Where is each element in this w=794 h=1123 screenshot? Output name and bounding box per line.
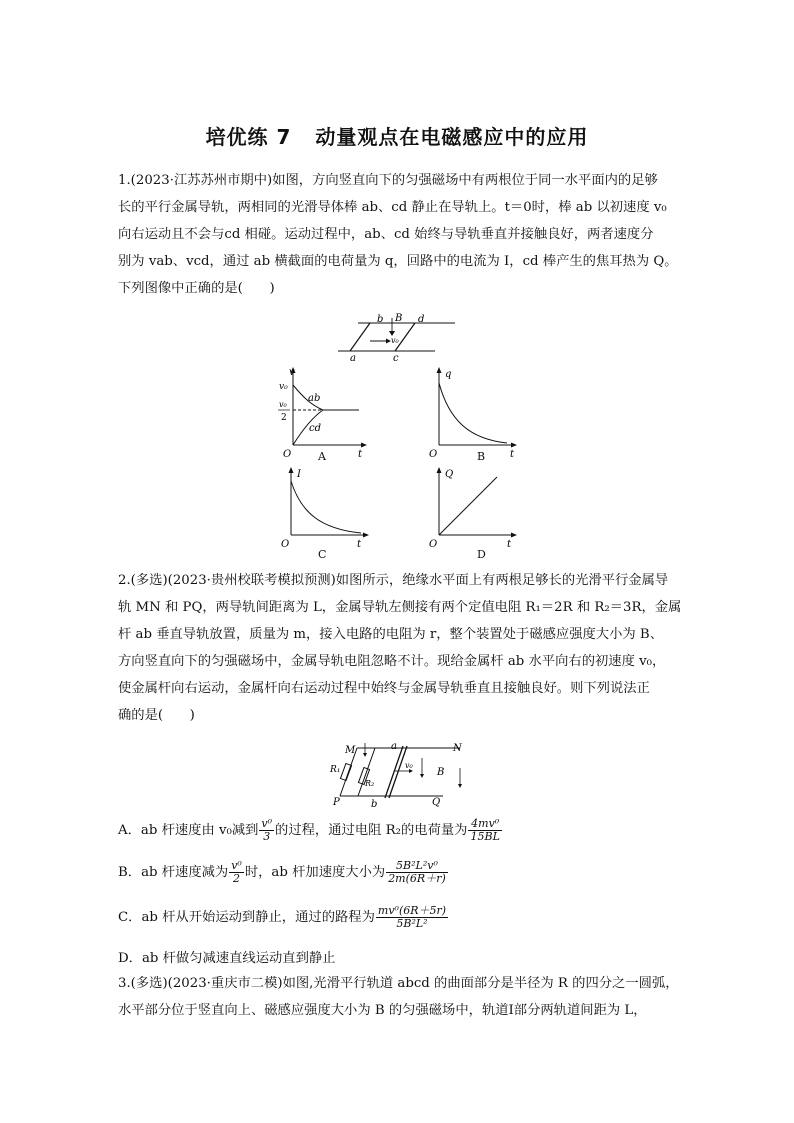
question-2 bbox=[118, 567, 682, 729]
graph-a-cd: cd bbox=[309, 423, 322, 434]
graph-a-ab: ab bbox=[308, 393, 321, 404]
q1-label-d: d bbox=[418, 314, 425, 325]
q1-label-a: a bbox=[350, 353, 356, 363]
question-1 bbox=[118, 167, 678, 302]
graph-c bbox=[277, 465, 377, 553]
q2-option-b-mid: 时，ab 杆加速度大小为 bbox=[244, 865, 386, 880]
graph-d-ylabel: Q bbox=[445, 469, 454, 480]
title-main: 动量观点在电磁感应中的应用 bbox=[315, 125, 589, 149]
q2-circuit-figure bbox=[325, 738, 475, 810]
graph-c-caption: C bbox=[318, 548, 327, 561]
q2-option-a-frac1-den: 3 bbox=[263, 830, 271, 843]
graph-a-half-den: 2 bbox=[281, 413, 287, 423]
q2-option-a bbox=[118, 818, 503, 843]
q2-line-5: 使金属杆向右运动，金属杆向右运动过程中始终与金属导轨垂直且接触良好。则下列说法正 bbox=[118, 681, 650, 696]
q2-line-2: 轨 MN 和 PQ，两导轨间距离为 L，金属导轨左侧接有两个定值电阻 R₁＝2R 和 R₂＝3R，金属 bbox=[118, 600, 682, 615]
q2-option-b-frac1 bbox=[229, 860, 244, 885]
graph-a-half-num: v₀ bbox=[279, 400, 287, 409]
q1-label-b: b bbox=[377, 314, 384, 325]
q2-option-a-frac1-num: v⁰ bbox=[261, 817, 273, 830]
graph-b-caption: B bbox=[477, 450, 486, 463]
graph-d bbox=[425, 465, 525, 553]
q2-label-B: B bbox=[437, 767, 445, 778]
q1-rail-figure bbox=[330, 308, 465, 363]
graph-d-xlabel: t bbox=[507, 539, 512, 550]
graph-b-ylabel: q bbox=[445, 369, 452, 380]
q3-line-2: 水平部分位于竖直向上、磁感应强度大小为 B 的匀强磁场中，轨道Ⅰ部分两轨道间距为 L， bbox=[118, 1003, 647, 1018]
q2-label-N: N bbox=[453, 743, 462, 754]
graph-c-xlabel: t bbox=[357, 539, 362, 550]
graph-a-caption: A bbox=[318, 450, 326, 463]
q1-line-5: 下列图像中正确的是( ) bbox=[118, 281, 275, 296]
q3-line-1: 3.(多选)(2023·重庆市二模)如图,光滑平行轨道 abcd 的曲面部分是半径为 R 的四分之一圆弧， bbox=[118, 976, 679, 991]
graph-a-v0: v₀ bbox=[279, 382, 288, 392]
q1-label-v0: v₀ bbox=[391, 336, 399, 345]
q2-label-M: M bbox=[345, 745, 356, 756]
graph-b-origin: O bbox=[429, 449, 438, 460]
q2-option-c-frac2-num: mv⁰(6R＋5r) bbox=[377, 904, 447, 917]
q2-option-a-frac2-den: 15BL bbox=[470, 830, 500, 843]
graph-b-xlabel: t bbox=[510, 449, 515, 460]
q2-label-R1: R₁ bbox=[330, 765, 341, 775]
q1-line-1: 1.(2023·江苏苏州市期中)如图，方向竖直向下的匀强磁场中有两根位于同一水平面内的足够 bbox=[118, 173, 658, 188]
q1-label-c: c bbox=[393, 353, 399, 363]
q2-option-c bbox=[118, 905, 449, 930]
q2-line-1: 2.(多选)(2023·贵州校联考模拟预测)如图所示，绝缘水平面上有两根足够长的光滑平行金属导 bbox=[118, 573, 669, 588]
q1-line-2: 长的平行金属导轨，两相同的光滑导体棒 ab、cd 静止在导轨上。t＝0时，棒 ab 以初速度 v₀ bbox=[118, 200, 667, 215]
q2-label-Q: Q bbox=[432, 797, 441, 808]
q2-option-c-frac2 bbox=[376, 905, 448, 930]
graph-c-ylabel: I bbox=[297, 469, 301, 480]
q2-option-b-frac2-den: 2m(6R＋r) bbox=[388, 872, 446, 885]
graph-a-origin: O bbox=[283, 449, 292, 460]
question-3 bbox=[118, 970, 678, 1024]
q2-option-b-frac2 bbox=[386, 860, 448, 885]
q2-option-a-frac2 bbox=[468, 818, 501, 843]
q2-option-b bbox=[118, 860, 449, 885]
q2-line-3: 杆 ab 垂直导轨放置，质量为 m，接入电路的电阻为 r，整个装置处于磁感应强度大小为 B、 bbox=[118, 627, 663, 642]
q2-option-c-frac2-den: 5B²L² bbox=[396, 917, 428, 930]
q1-line-3: 向右运动且不会与cd 相碰。运动过程中，ab、cd 始终与导轨垂直并接触良好，两者速度分 bbox=[118, 227, 654, 242]
q2-option-a-frac1 bbox=[259, 818, 274, 843]
q2-option-b-frac1-num: v⁰ bbox=[231, 859, 242, 872]
q2-line-4: 方向竖直向下的匀强磁场中，金属导轨电阻忽略不计。现给金属杆 ab 水平向右的初速度 v₀， bbox=[118, 654, 666, 669]
graph-b bbox=[425, 365, 525, 465]
graph-a-ylabel: v bbox=[289, 367, 295, 378]
title-prefix: 培优练 7 bbox=[205, 125, 292, 149]
q2-option-c-pre: C．ab 杆从开始运动到静止，通过的路程为 bbox=[118, 910, 375, 925]
graph-d-caption: D bbox=[477, 548, 486, 561]
q2-label-a: a bbox=[391, 741, 397, 752]
q2-option-a-mid: 的过程，通过电阻 R₂的电荷量为 bbox=[275, 823, 468, 838]
graph-d-origin: O bbox=[429, 539, 438, 550]
q2-label-v0: v₀ bbox=[405, 761, 413, 770]
q2-label-P: P bbox=[333, 797, 340, 808]
q1-line-4: 别为 vab、vcd，通过 ab 横截面的电荷量为 q，回路中的电流为 I，cd 棒产生的焦耳热为 Q。 bbox=[118, 254, 678, 269]
q2-line-6: 确的是( ) bbox=[118, 708, 195, 723]
q2-option-b-pre: B．ab 杆速度减为 bbox=[118, 865, 229, 880]
q1-label-B: B bbox=[395, 313, 403, 324]
q2-label-R2: R₂ bbox=[365, 779, 375, 788]
q2-option-b-frac2-num: 5B²L²v⁰ bbox=[386, 860, 448, 873]
graph-c-origin: O bbox=[281, 539, 290, 550]
q2-option-a-pre: A．ab 杆速度由 v₀减到 bbox=[118, 823, 259, 838]
q2-option-b-frac1-den: 2 bbox=[233, 872, 241, 885]
q2-option-a-frac2-num: 4mv⁰ bbox=[468, 818, 501, 831]
q2-option-d: D．ab 杆做匀减速直线运动直到静止 bbox=[118, 951, 336, 966]
graph-a-xlabel: t bbox=[358, 449, 363, 460]
q2-label-b: b bbox=[371, 799, 378, 810]
page-title bbox=[0, 121, 794, 150]
